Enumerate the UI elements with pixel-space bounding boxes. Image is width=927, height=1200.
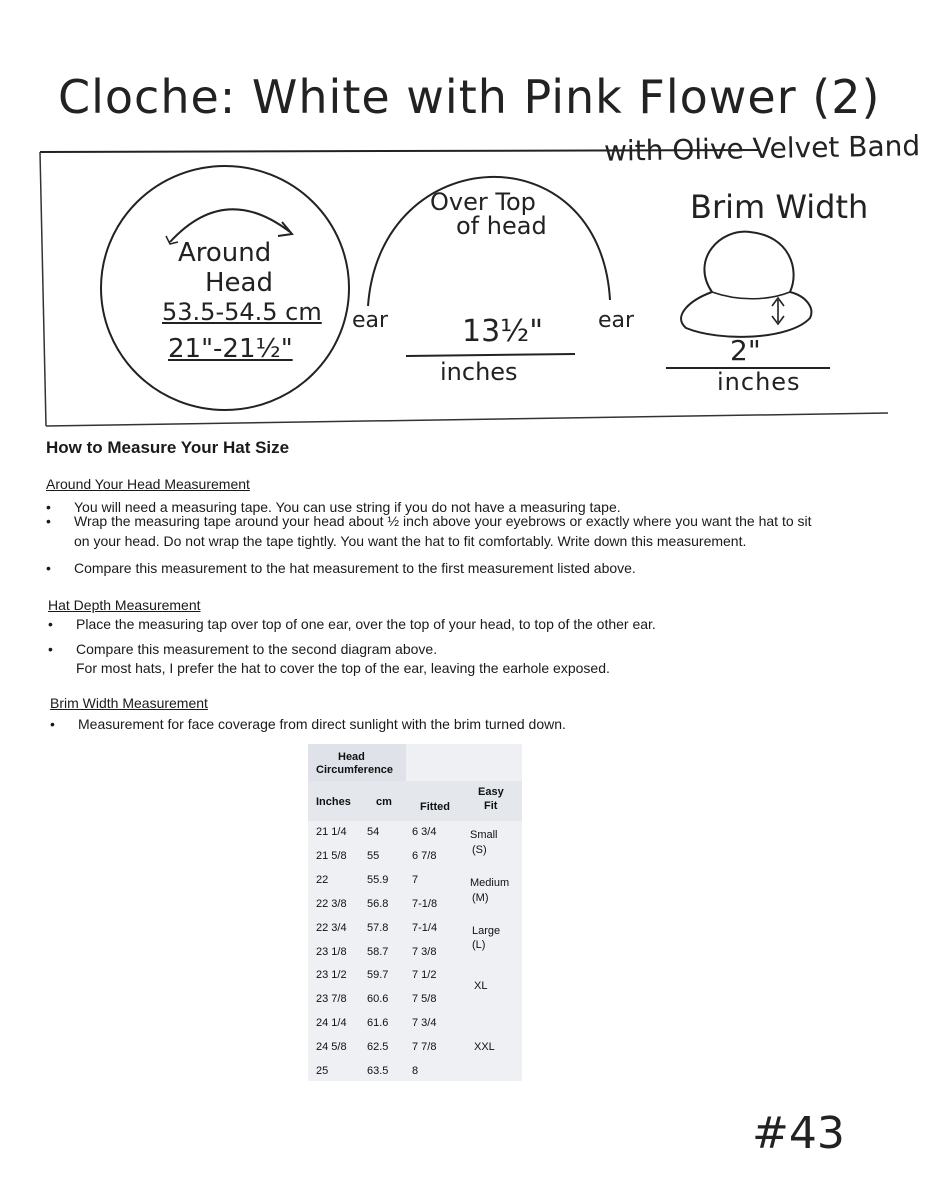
list-item: • Measurement for face coverage from direct sunlight with the brim turned down. (50, 716, 566, 732)
table-cell: 25 (316, 1065, 329, 1077)
table-cell: 54 (367, 826, 380, 838)
table-cell: 60.6 (367, 993, 389, 1006)
brim-value: 2" (730, 334, 761, 367)
size-medium-code: (M) (472, 892, 489, 904)
of-head-label: of head (456, 212, 547, 240)
table-cell: 55.9 (367, 873, 389, 886)
table-cell: 7 3/4 (412, 1017, 437, 1030)
size-medium: Medium (470, 877, 510, 889)
table-cell: 59.7 (367, 969, 389, 982)
brim-subhead: Brim Width Measurement (50, 695, 208, 711)
col-header-inches: Inches (316, 796, 351, 808)
col-header-easy: Easy (478, 786, 504, 798)
table-cell: 22 3/4 (316, 921, 347, 934)
brim-unit: inches (717, 368, 801, 396)
around-head-label: Head (205, 268, 273, 298)
table-cell: 63.5 (367, 1065, 389, 1077)
over-top-label: Over Top (430, 188, 536, 216)
table-cell: 7 7/8 (412, 1041, 437, 1054)
table-cell: 21 1/4 (316, 826, 347, 838)
table-cell: 24 1/4 (316, 1017, 347, 1030)
list-item-continued: on your head. Do not wrap the tape tightly. You want the hat to fit comfortably. Write down this measurement. (74, 533, 747, 549)
brim-arrow (772, 298, 784, 324)
depth-note: For most hats, I prefer the hat to cover the top of the ear, leaving the earhole exposed. (76, 660, 610, 676)
list-item: • You will need a measuring tape. You can use string if you do not have a measuring tape. (46, 499, 621, 515)
table-cell: 61.6 (367, 1017, 389, 1030)
table-cell: 62.5 (367, 1041, 389, 1054)
table-cell: 24 5/8 (316, 1041, 347, 1054)
depth-value: 13½" (462, 314, 544, 349)
table-cell: 23 7/8 (316, 993, 347, 1006)
instructions-heading: How to Measure Your Hat Size (46, 438, 290, 457)
ear-right-label: ear (598, 308, 635, 333)
table-cell: 7-1/8 (412, 897, 438, 910)
list-item: • Compare this measurement to the hat measurement to the first measurement listed above. (46, 560, 636, 576)
hat-number: #43 (752, 1108, 845, 1159)
col-header-cm: cm (376, 796, 392, 808)
table-cell: 6 3/4 (412, 826, 437, 838)
size-large: Large (472, 925, 501, 937)
depth-unit: inches (440, 358, 518, 386)
table-cell: 7-1/4 (412, 921, 438, 934)
table-group-header: Head (338, 751, 365, 763)
ear-left-label: ear (352, 308, 389, 333)
table-cell: 7 5/8 (412, 993, 437, 1006)
table-cell: 7 3/8 (412, 945, 437, 958)
col-header-fitted: Fitted (420, 801, 450, 813)
table-cell: 6 7/8 (412, 849, 437, 862)
table-cell: 8 (412, 1065, 419, 1077)
list-item: • Place the measuring tap over top of one ear, over the top of your head, to top of the other ear. (48, 616, 656, 632)
page-title: Cloche: White with Pink Flower (2) (58, 70, 881, 124)
depth-subhead: Hat Depth Measurement (48, 597, 201, 613)
around-cm-value: 53.5-54.5 cm (162, 298, 322, 326)
table-cell: 23 1/2 (316, 969, 347, 982)
size-large-code: (L) (472, 939, 486, 951)
size-small-code: (S) (472, 844, 487, 856)
hat-crown (704, 232, 793, 292)
col-header-fit: Fit (484, 800, 498, 812)
table-cell: 22 3/8 (316, 897, 347, 910)
size-xl: XL (474, 980, 488, 992)
table-cell: 21 5/8 (316, 849, 347, 862)
brim-title: Brim Width (690, 188, 869, 226)
table-cell: 55 (367, 849, 380, 862)
list-item: • Wrap the measuring tape around your head about ½ inch above your eyebrows or exactly where you want the hat to sit (46, 513, 812, 529)
around-subhead: Around Your Head Measurement (46, 476, 250, 492)
table-cell: 58.7 (367, 945, 389, 958)
table-cell: 7 1/2 (412, 969, 437, 982)
around-label: Around (178, 238, 272, 268)
page-subtitle: with Olive Velvet Band (603, 129, 921, 168)
list-item: • Compare this measurement to the second diagram above. (48, 641, 438, 657)
around-inches-value: 21"-21½" (168, 334, 293, 364)
size-xxl: XXL (474, 1041, 495, 1053)
size-small: Small (470, 829, 498, 841)
table-cell: 23 1/8 (316, 945, 347, 958)
table-cell: 22 (316, 873, 329, 886)
table-cell: 56.8 (367, 897, 389, 910)
table-cell: 57.8 (367, 921, 389, 934)
table-group-header-2: Circumference (316, 764, 394, 776)
table-cell: 7 (412, 873, 419, 886)
